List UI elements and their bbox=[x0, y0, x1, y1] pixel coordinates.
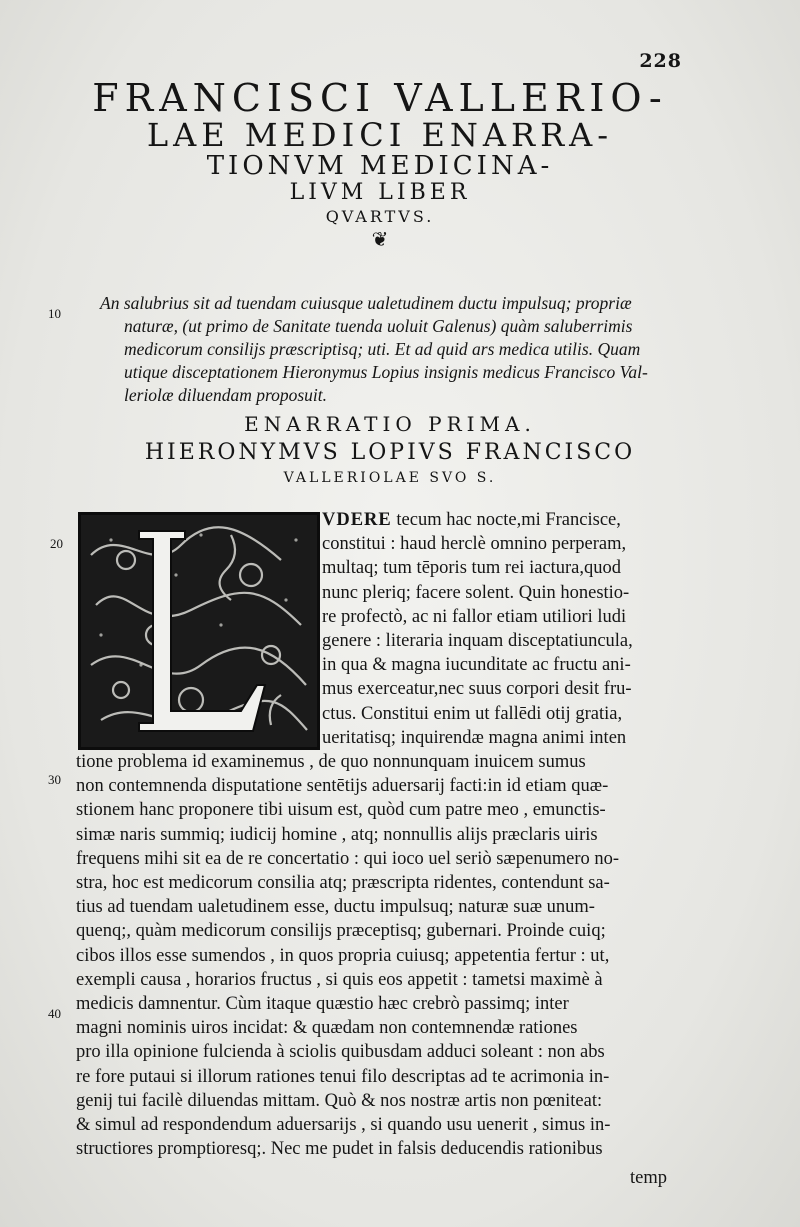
body-line: stionem hanc proponere tibi uisum est, quòd cum patre meo , emunctis- bbox=[76, 800, 606, 821]
body-line: ueritatisq; inquirendæ magna animi inten bbox=[322, 727, 627, 748]
address-line-2: VALLERIOLAE SVO S. bbox=[283, 470, 497, 486]
decorated-initial bbox=[78, 512, 320, 750]
line-number-40: 40 bbox=[48, 1006, 61, 1021]
body-line-rest: tecum hac nocte,mi Francisce, bbox=[391, 510, 621, 530]
body-line: simæ naris summiq; iudicij homine , atq; nonnullis alijs præclaris uiris bbox=[76, 824, 598, 845]
body-line: & simul ad respondendum aduersarijs , si quando usu uenerit , simus in- bbox=[76, 1115, 611, 1136]
body-line: medicis damnentur. Cùm itaque quæstio hæc crebrò passimq; inter bbox=[76, 994, 569, 1015]
line-number-30: 30 bbox=[48, 772, 61, 787]
section-heading: ENARRATIO PRIMA. bbox=[244, 412, 536, 436]
body-line: tione problema id examinemus , de quo nonnunquam inuicem sumus bbox=[76, 752, 586, 772]
first-word: VDERE bbox=[322, 510, 392, 530]
body-line: nunc pleriq; facere solent. Quin honestio- bbox=[322, 582, 630, 603]
line-number-20: 20 bbox=[50, 536, 63, 551]
body-line: genere : literaria inquam disceptatiuncula, bbox=[322, 631, 633, 652]
body-line: frequens mihi sit ea de re concertatio : qui ioco uel seriò sæpenumero no- bbox=[76, 848, 620, 869]
ivy-leaf-icon: ❦ bbox=[371, 227, 389, 251]
body-line: structiores promptioresq;. Nec me pudet in falsis deducendis rationibus bbox=[76, 1139, 603, 1160]
argument-line: An salubrius sit ad tuendam cuiusque ualetudinem ductu impulsuq; propriæ bbox=[100, 293, 632, 313]
title-block bbox=[60, 78, 700, 250]
body-line: stra, hoc est medicorum consilia atq; præscripta ridentes, contendunt sa- bbox=[76, 873, 610, 894]
folio-number: 228 bbox=[639, 50, 682, 72]
title-line-5: QVARTVS. bbox=[325, 207, 435, 226]
body-line: tius ad tuendam ualetudinem esse, ductu impulsuq; naturæ suæ unum- bbox=[76, 897, 595, 918]
body-text-wide bbox=[76, 750, 666, 1161]
body-line: re fore putaui si illorum rationes tenui filo descriptas ad te acrimonia in- bbox=[76, 1066, 610, 1087]
title-line-3: TIONVM MEDICINA- bbox=[206, 151, 554, 181]
title-line-2: LAE MEDICI ENARRA- bbox=[146, 116, 614, 154]
body-line: ctus. Constitui enim ut fallēdi otij gratia, bbox=[322, 703, 623, 724]
body-line: mus exerceatur,nec suus corpori desit fru- bbox=[322, 679, 632, 700]
argument-line: utique disceptationem Hieronymus Lopius insignis medicus Francisco Val- bbox=[124, 362, 648, 382]
argument-line: leriolæ diluendam proposuit. bbox=[124, 385, 328, 405]
line-number-10: 10 bbox=[48, 306, 61, 321]
catchword: temp bbox=[630, 1168, 667, 1188]
body-text-narrow bbox=[322, 508, 664, 750]
body-line: magni nominis uiros incidat: & quædam non contemnendæ rationes bbox=[76, 1018, 578, 1039]
body-line: genij tui facilè diluendas mittam. Quò & nos nostræ artis non pœniteat: bbox=[76, 1090, 603, 1111]
body-line: constitui : haud herclè omnino perperam, bbox=[322, 534, 627, 555]
body-line: exempli causa , horarios fructus , si quis eos appetit : tametsi maximè à bbox=[76, 969, 603, 990]
body-line: multaq; tum tēporis tum rei iactura,quod bbox=[322, 558, 622, 579]
body-line: re profectò, ac ni fallor etiam utiliori ludi bbox=[322, 606, 627, 627]
title-line-4: LIVM LIBER bbox=[289, 180, 471, 205]
floral-ornament-icon bbox=[81, 515, 317, 747]
body-line: cibos illos esse sumendos , in quos propria cuiusq; appetentia fertur : ut, bbox=[76, 945, 610, 966]
body-line: pro illa opinione fulcienda à sciolis quibusdam adduci soleant : non abs bbox=[76, 1042, 605, 1063]
body-line bbox=[322, 508, 664, 532]
argument-line: medicorum consilijs præscriptisq; uti. Et ad quid ars medica utilis. Quam bbox=[124, 339, 641, 359]
body-line: non contemnenda disputatione sentētijs aduersarij facti:in id etiam quæ- bbox=[76, 776, 609, 797]
chapter-argument bbox=[100, 292, 660, 407]
title-line-1: FRANCISCI VALLERIO- bbox=[92, 76, 668, 120]
argument-line: naturæ, (ut primo de Sanitate tuenda uoluit Galenus) quàm saluberrimis bbox=[124, 316, 633, 336]
body-line: quenq;, quàm medicorum consilijs præceptisq; gubernari. Proinde cuiq; bbox=[76, 921, 606, 942]
address-line-1: HIERONYMVS LOPIVS FRANCISCO bbox=[144, 440, 636, 465]
body-line: in qua & magna iucunditate ac fructu ani- bbox=[322, 655, 631, 676]
